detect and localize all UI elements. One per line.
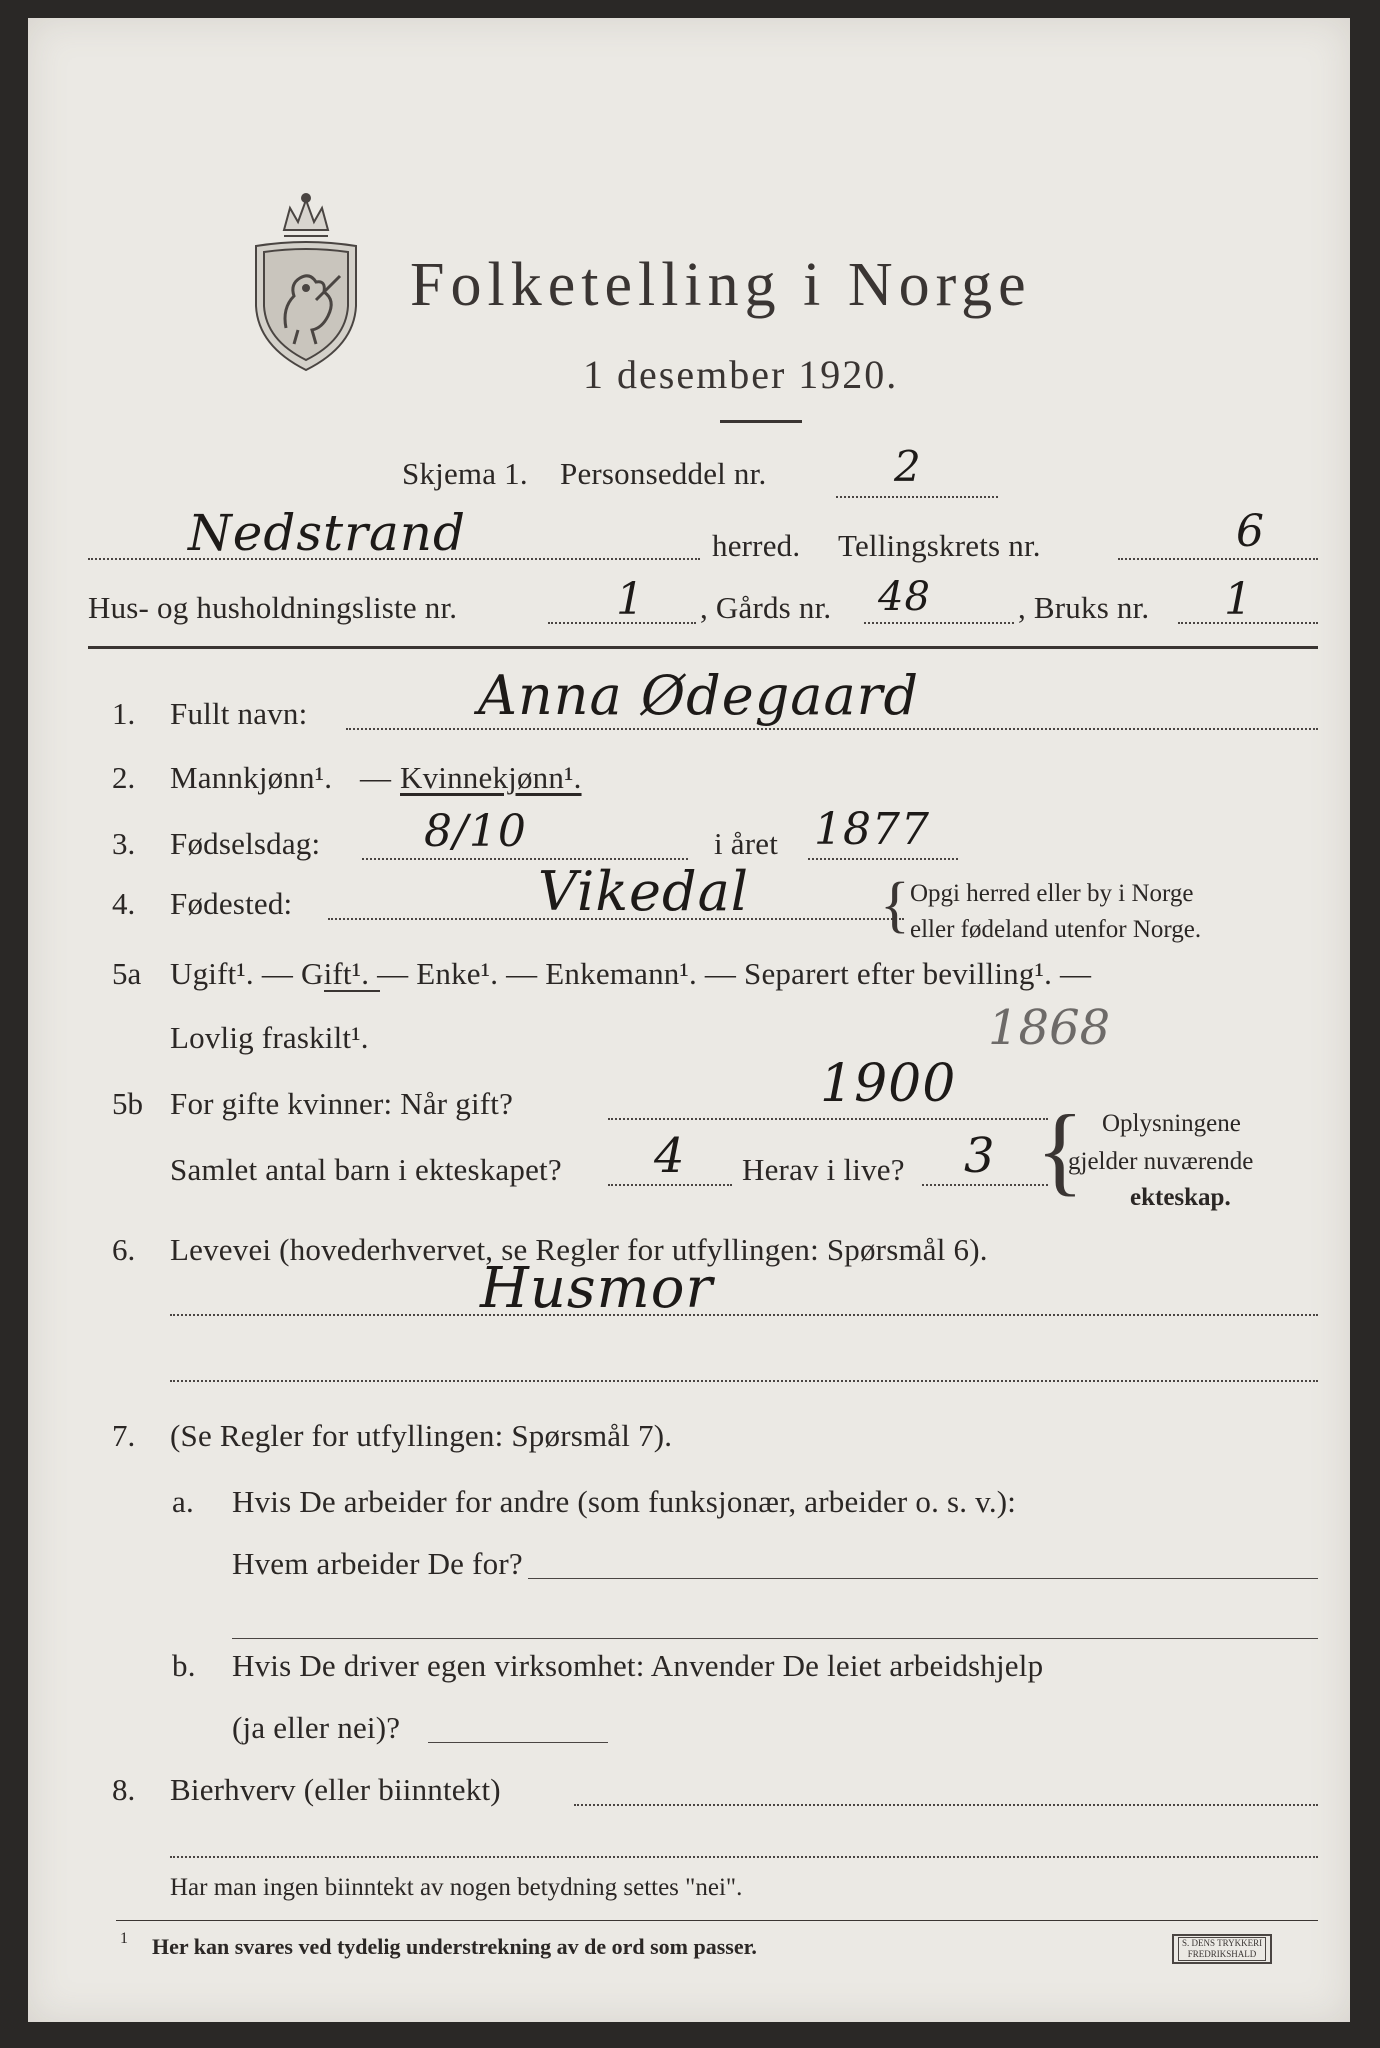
birthdate-label: Fødselsdag: [170, 826, 321, 861]
q7-label: (Se Regler for utfyllingen: Spørsmål 7). [170, 1418, 673, 1453]
hired-help-line [428, 1742, 608, 1743]
birth-year-label: i året [714, 826, 779, 861]
birthplace-note-line2: eller fødeland utenfor Norge. [910, 916, 1202, 943]
personseddel-line [836, 496, 998, 498]
birth-year-value: 1877 [814, 804, 930, 855]
birthplace-value: Vikedal [538, 860, 750, 923]
hired-help-label: (ja eller nei)? [232, 1710, 401, 1745]
marital-status-options: Ugift¹. — Gift¹. — Enke¹. — Enkemann¹. — Separert efter bevilling¹. — [170, 956, 1092, 991]
marriage-note-line2: gjelder nuværende [1068, 1148, 1254, 1175]
gards-label: , Gårds nr. [700, 590, 832, 625]
side-income-note: Har man ingen biinntekt av nogen betydning settes "nei". [170, 1874, 743, 1901]
side-income-label: Bierhverv (eller biinntekt) [170, 1772, 501, 1807]
census-date: 1 desember 1920. [583, 352, 899, 397]
skjema-label: Skjema 1. [402, 456, 528, 491]
q5a-number: 5a [112, 956, 142, 991]
children-total-line [608, 1184, 732, 1186]
children-alive-value: 3 [964, 1128, 996, 1184]
q1-number: 1. [112, 696, 136, 731]
full-name-line [346, 728, 1318, 730]
header-divider [88, 646, 1318, 649]
husliste-value: 1 [616, 574, 645, 625]
children-total-value: 4 [654, 1128, 686, 1184]
footnote-divider [116, 1920, 1318, 1921]
employer-line2 [232, 1638, 1318, 1639]
marriage-year-label: For gifte kvinner: Når gift? [170, 1086, 514, 1121]
marriage-note-brace: { [1036, 1094, 1084, 1205]
gender-separator: — [360, 760, 392, 795]
employer-label: Hvem arbeider De for? [232, 1546, 523, 1581]
gender-female-option: Kvinnekjønn¹. [400, 760, 582, 795]
marriage-year-value: 1900 [820, 1054, 957, 1114]
tellingskrets-label: Tellingskrets nr. [838, 528, 1041, 563]
gards-line [864, 622, 1014, 624]
personseddel-label: Personseddel nr. [560, 456, 767, 491]
divorced-option: Lovlig fraskilt¹. [170, 1020, 369, 1055]
husliste-label: Hus- og husholdningsliste nr. [88, 590, 458, 625]
printer-stamp-line2: FREDRIKSHALD [1187, 1949, 1257, 1959]
footnote-text: Her kan svares ved tydelig understrekning av de ord som passer. [152, 1934, 757, 1959]
children-total-label: Samlet antal barn i ekteskapet? [170, 1152, 562, 1187]
q8-number: 8. [112, 1772, 136, 1807]
marriage-note-line1: Oplysningene [1102, 1110, 1241, 1137]
occupation-line2 [170, 1380, 1318, 1382]
bruks-value: 1 [1224, 574, 1253, 625]
q6-number: 6. [112, 1232, 136, 1267]
self-employed-question: Hvis De driver egen virksomhet: Anvender De leiet arbeidshjelp [232, 1648, 1044, 1683]
printer-stamp-line1: S. DENS TRYKKERI [1182, 1938, 1263, 1948]
tellingskrets-line [1118, 558, 1318, 560]
marriage-note-line3: ekteskap. [1130, 1184, 1231, 1211]
employer-question: Hvis De arbeider for andre (som funksjonær, arbeider o. s. v.): [232, 1484, 1017, 1519]
q7-number: 7. [112, 1418, 136, 1453]
herred-value: Nedstrand [188, 504, 467, 562]
title-divider [720, 420, 802, 423]
birthplace-brace: { [880, 871, 910, 939]
occupation-label: Levevei (hovederhvervet, se Regler for utfyllingen: Spørsmål 6). [170, 1232, 988, 1267]
census-form-page [28, 18, 1350, 2022]
q2-number: 2. [112, 760, 136, 795]
marriage-year-line [608, 1118, 1048, 1120]
birthdate-value: 8/10 [424, 806, 527, 857]
q3-number: 3. [112, 826, 136, 861]
gards-value: 48 [878, 574, 931, 620]
form-title: Folketelling i Norge [410, 251, 1032, 319]
occupation-value: Husmor [480, 1256, 714, 1321]
bruks-label: , Bruks nr. [1018, 590, 1150, 625]
occupation-line1 [170, 1314, 1318, 1316]
q7b-letter: b. [172, 1648, 196, 1683]
full-name-value: Anna Ødegaard [478, 664, 920, 727]
show-through-text [1228, 138, 1234, 165]
norway-lion-shield-icon [246, 188, 366, 378]
birthplace-note-line1: Opgi herred eller by i Norge [910, 880, 1194, 907]
side-income-line2 [170, 1856, 1318, 1858]
tellingskrets-value: 6 [1236, 506, 1265, 557]
herred-label: herred. [712, 528, 801, 563]
q7a-letter: a. [172, 1484, 194, 1519]
married-underline [324, 990, 380, 992]
personseddel-value: 2 [894, 442, 922, 491]
birth-year-line [808, 858, 958, 860]
q5b-number: 5b [112, 1086, 143, 1121]
children-alive-label: Herav i live? [742, 1152, 905, 1187]
full-name-label: Fullt navn: [170, 696, 308, 731]
employer-line1 [528, 1578, 1318, 1579]
printer-stamp [1172, 1934, 1272, 1964]
side-income-line1 [574, 1804, 1318, 1806]
q4-number: 4. [112, 886, 136, 921]
birthplace-label: Fødested: [170, 886, 293, 921]
children-alive-line [922, 1184, 1048, 1186]
pencil-annotation: 1868 [988, 1000, 1111, 1056]
gender-male-option: Mannkjønn¹. [170, 760, 333, 795]
footnote-marker: 1 [120, 1930, 128, 1947]
